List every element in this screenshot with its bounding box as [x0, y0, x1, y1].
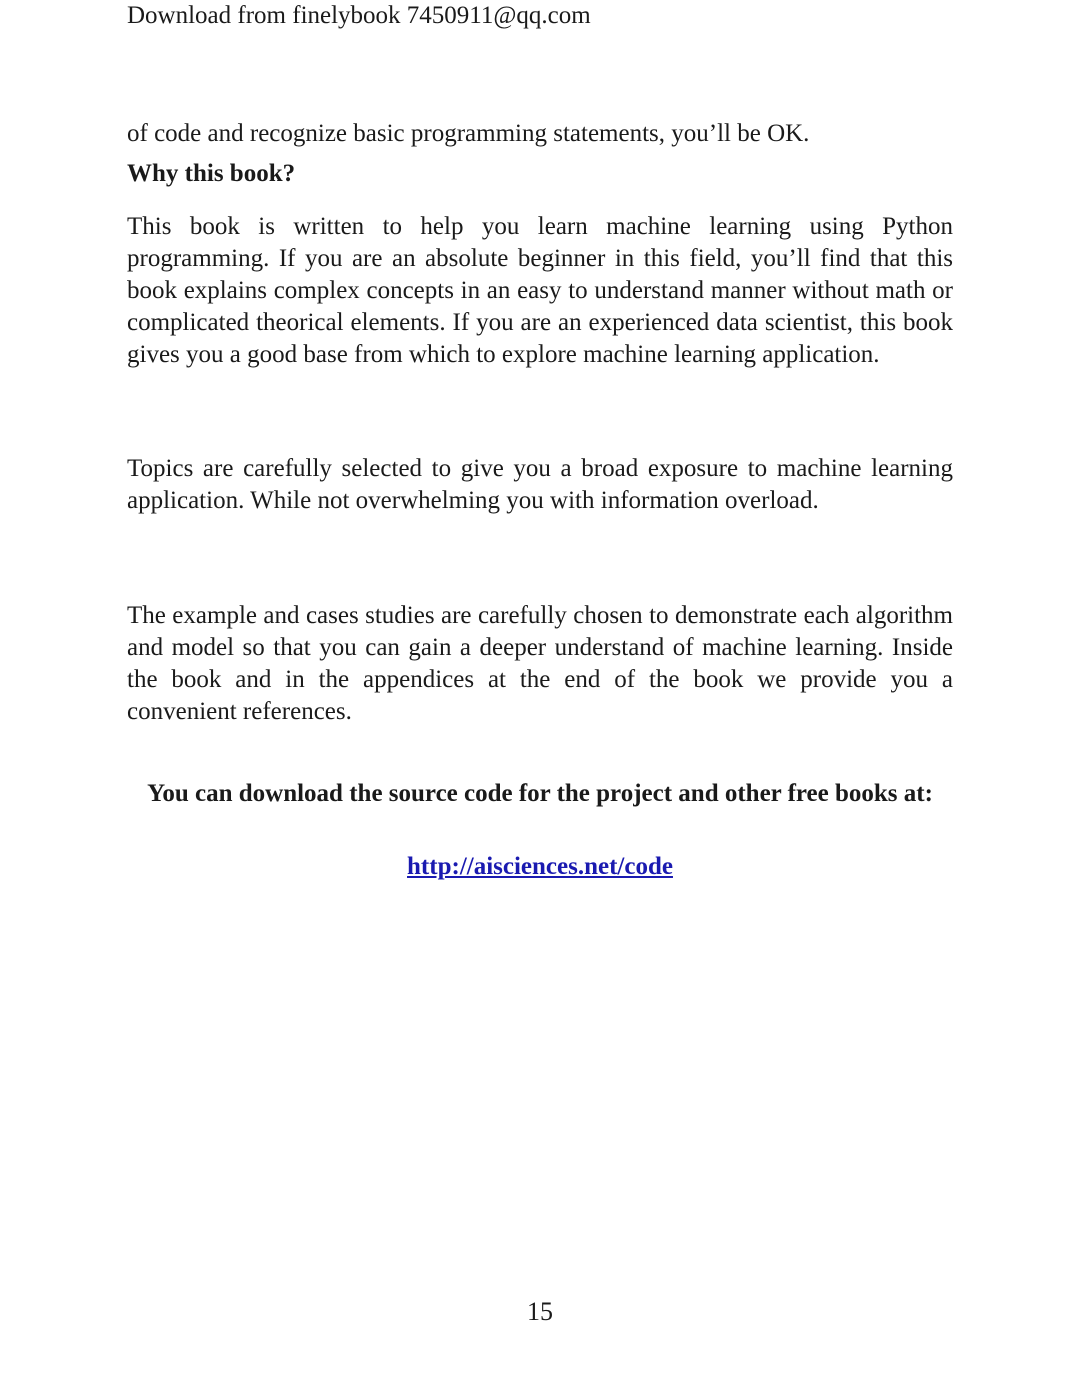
- download-header: Download from finelybook 7450911@qq.com: [127, 2, 591, 29]
- section-heading: Why this book?: [127, 160, 296, 187]
- continuation-text: of code and recognize basic programming statements, you’ll be OK.: [127, 120, 810, 147]
- download-link[interactable]: http://aisciences.net/code: [407, 853, 673, 880]
- download-note: You can download the source code for the project and other free books at:: [147, 780, 933, 807]
- download-link-container: [0, 851, 1080, 883]
- paragraph-topics: Topics are carefully selected to give you a broad exposure to machine learning application. While not overwhelming you with information overload.: [127, 455, 953, 514]
- paragraph-intro: This book is written to help you learn machine learning using Python programming. If you are an absolute beginner in this field, you’ll find that this book explains complex concepts in an easy to understand manner without math or complicated theorical elements. If you are an experienced data scientist, this book gives you a good base from which to explore machine learning application.: [127, 213, 953, 368]
- paragraph-examples: The example and cases studies are carefully chosen to demonstrate each algorithm and model so that you can gain a deeper understand of machine learning. Inside the book and in the appendices at the end of the book we provide you a convenient references.: [127, 602, 953, 725]
- page-number: 15: [527, 1297, 553, 1326]
